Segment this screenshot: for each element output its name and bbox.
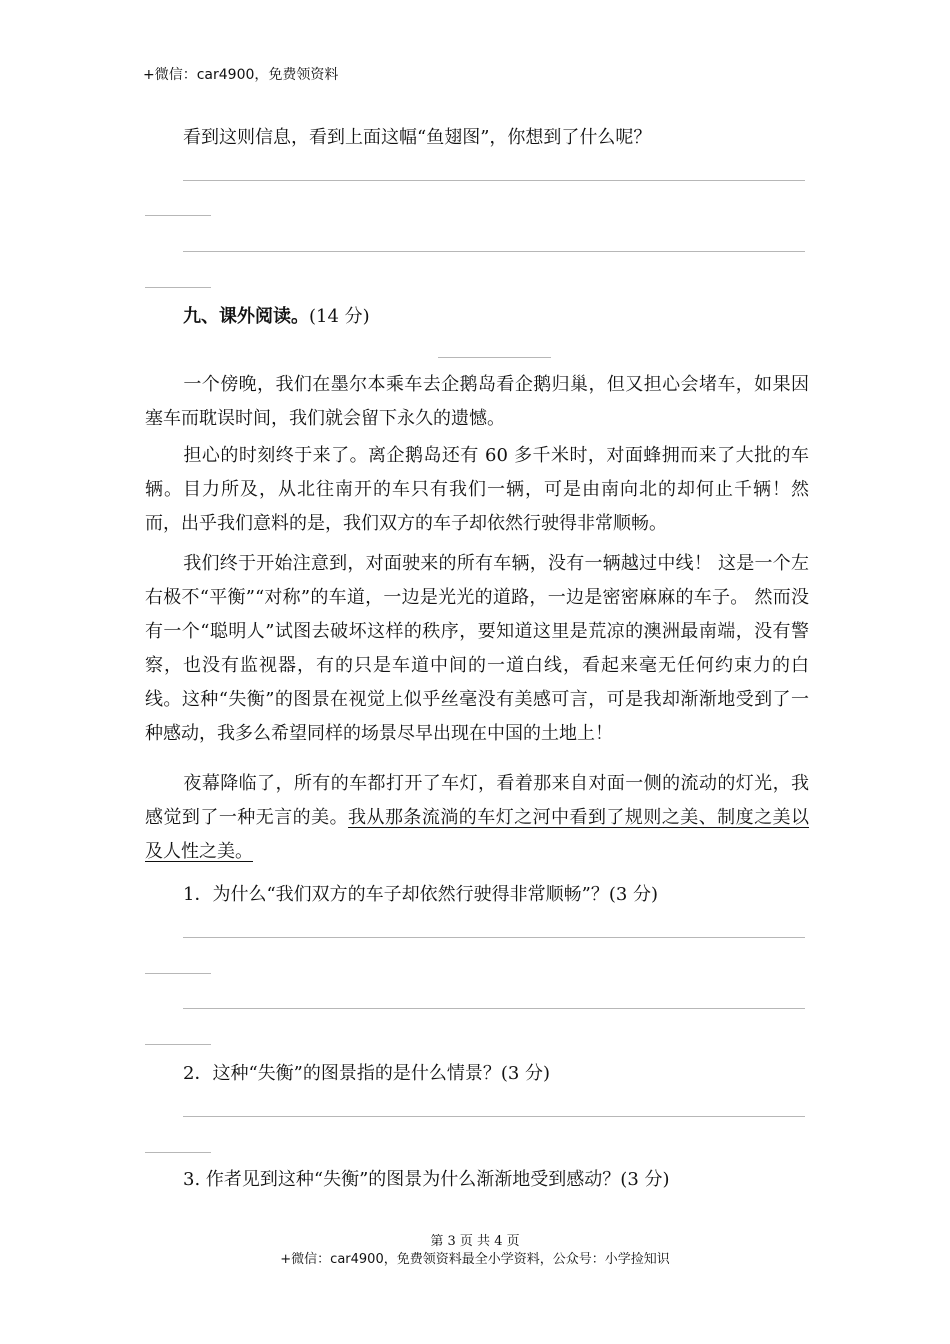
answer-line[interactable]	[183, 251, 805, 252]
prior-question: 看到这则信息，看到上面这幅“鱼翅图”，你想到了什么呢？	[183, 127, 652, 148]
passage-paragraph-2	[145, 439, 809, 541]
question-1: 1．为什么“我们双方的车子却依然行驶得非常顺畅”？(3 分)	[183, 884, 659, 905]
answer-line[interactable]	[183, 937, 805, 938]
question-2: 2．这种“失衡”的图景指的是什么情景？(3 分)	[183, 1063, 551, 1084]
answer-line-short[interactable]	[145, 973, 211, 974]
passage-title-blank	[438, 357, 551, 358]
passage-paragraph-4	[145, 767, 809, 869]
section-title: 九、课外阅读。	[183, 306, 309, 327]
paragraph-text: 担心的时刻终于来了。离企鹅岛还有 60 多千米时，对面蜂拥而来了大批的车辆。目力所及，从北往南开的车只有我们一辆，可是由南向北的却何止千辆！然而，出乎我们意料的是，我们双方的车子却依然行驶得非常顺畅。	[145, 445, 809, 534]
paragraph-text: 我们终于开始注意到，对面驶来的所有车辆，没有一辆越过中线！ 这是一个左右极不“平衡”“对称”的车道，一边是光光的道路，一边是密密麻麻的车子。 然而没有一个“聪明人”试图去破坏这样的秩序，要知道这里是荒凉的澳洲最南端，没有警察，也没有监视器，有的只是车道中间的一道白线，看起来毫无任何约束力的白线。这种“失衡”的图景在视觉上似乎丝毫没有美感可言，可是我却渐渐地受到了一种感动，我多么希望同样的场景尽早出现在中国的土地上！	[145, 553, 809, 744]
answer-line-short[interactable]	[145, 215, 211, 216]
section-heading	[183, 302, 370, 328]
answer-line-short[interactable]	[145, 1152, 211, 1153]
section-points: (14 分)	[309, 306, 370, 327]
answer-line-short[interactable]	[145, 287, 211, 288]
question-3: 3. 作者见到这种“失衡”的图景为什么渐渐地受到感动？(3 分)	[183, 1169, 670, 1190]
answer-line-short[interactable]	[145, 1044, 211, 1045]
footer-watermark: +微信：car4900，免费领资料最全小学资料，公众号：小学捡知识	[280, 1252, 670, 1267]
paragraph-text: 一个傍晚，我们在墨尔本乘车去企鹅岛看企鹅归巢，但又担心会堵车，如果因塞车而耽误时间，我们就会留下永久的遗憾。	[145, 374, 809, 429]
passage-paragraph-3	[145, 547, 809, 751]
paragraph-text: 夜幕降临了，所有的车都打开了车灯，看着那来自对面一侧的流动的灯光，我感觉到了一种无言的美。	[145, 773, 809, 828]
page-number: 第 3 页 共 4 页	[430, 1234, 520, 1249]
answer-line[interactable]	[183, 180, 805, 181]
underlined-sentence: 我从那条流淌的车灯之河中看到了规则之美、制度之美以及人性之美。	[145, 807, 810, 862]
answer-line[interactable]	[183, 1008, 805, 1009]
answer-line[interactable]	[183, 1116, 805, 1117]
header-watermark: +微信：car4900，免费领资料	[143, 67, 339, 83]
passage-paragraph-1	[145, 368, 809, 436]
